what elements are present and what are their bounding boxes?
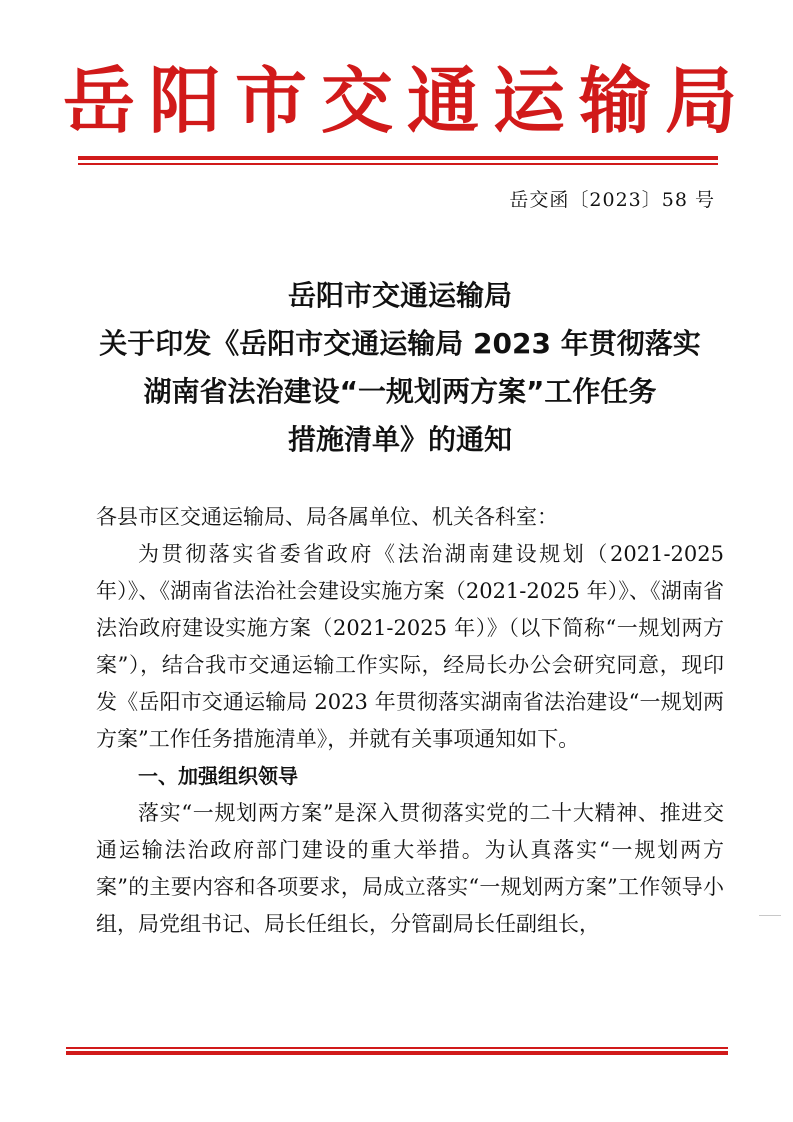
masthead-char: 阳 [148,58,221,143]
masthead-char: 输 [578,58,651,143]
title-line-1: 岳阳市交通运输局 [287,279,512,312]
masthead-char: 岳 [62,58,135,143]
masthead-char: 市 [234,58,307,143]
header-red-rule-thin [78,163,718,165]
document-body [96,499,724,943]
masthead-char: 交 [320,58,393,143]
scan-margin-mark [759,915,781,916]
body-paragraph: 为贯彻落实省委省政府《法治湖南建设规划（2021-2025 年）》、《湖南省法治社会建设实施方案（2021-2025 年）》、《湖南省法治政府建设实施方案（2021-2025 年）》（以下简称“一规划两方案”），结合我市交通运输工作实际，经局长办公会研究同意，现印发《岳阳市交通运输局 2023 年贯彻落实湖南省法治建设“一规划两方案”工作任务措施清单》，并就有关事项通知如下。 [96,542,724,751]
title-line-4: 措施清单》的通知 [287,423,512,456]
header-red-rule-thick [78,156,718,160]
footer-red-rule-thick [66,1051,728,1055]
masthead-org-name [60,58,740,144]
salutation: 各县市区交通运输局、局各属单位、机关各科室： [96,505,558,529]
title-line-2: 关于印发《岳阳市交通运输局 2023 年贯彻落实 [99,327,701,360]
body-paragraph: 落实“一规划两方案”是深入贯彻落实党的二十大精神、推进交通运输法治政府部门建设的重大举措。为认真落实“一规划两方案”的主要内容和各项要求，局成立落实“一规划两方案”工作领导小组，局党组书记、局长任组长，分管副局长任副组长， [96,801,724,936]
document-number: 岳交函〔2023〕58 号 [509,189,715,211]
footer-red-rule-thin [66,1047,728,1049]
title-line-3: 湖南省法治建设“一规划两方案”工作任务 [143,375,657,408]
masthead-char: 通 [406,58,479,143]
masthead-char: 局 [664,58,737,143]
masthead-char: 运 [492,58,565,143]
section-heading: 一、加强组织领导 [138,764,298,788]
document-title [60,272,740,464]
